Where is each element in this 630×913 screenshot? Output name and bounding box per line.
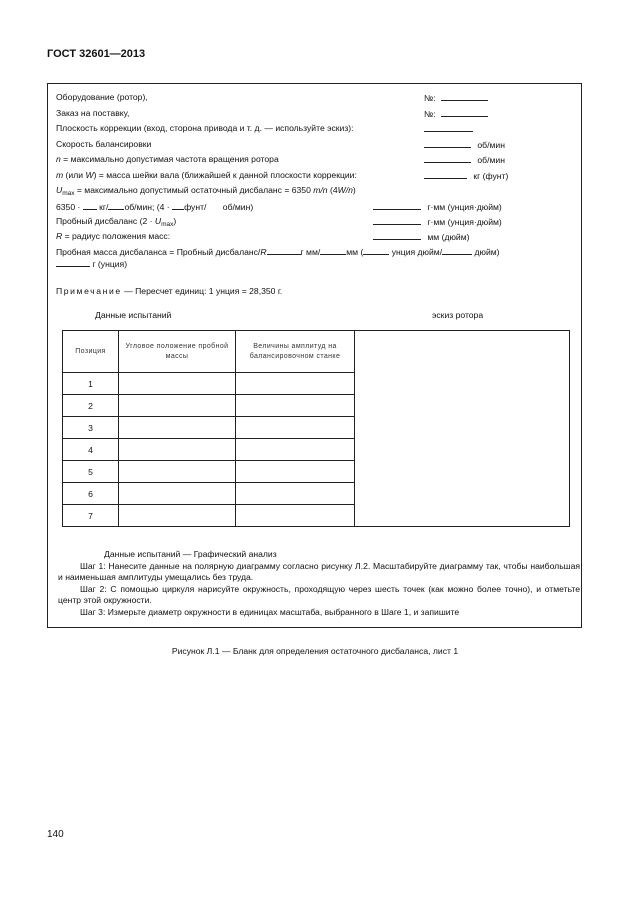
analysis-step-1: Шаг 1: Нанесите данные на полярную диаграмму согласно рисунку Л.2. Масштабируйте диаграмму так, чтобы наибольшая и наименьшая амплитуды умещались без труда.: [58, 560, 580, 583]
trial-mass-line: Пробная масса дисбаланса = Пробный дисбаланс/R г мм/ мм ( унция дюйм/ дюйм): [56, 247, 500, 257]
calc-field[interactable]: [373, 201, 502, 213]
equipment-no-label: №:: [424, 93, 436, 103]
n-field[interactable]: [424, 154, 505, 166]
angle-cell[interactable]: [119, 461, 236, 483]
order-no-blank[interactable]: [441, 108, 488, 117]
balance-form: [47, 83, 582, 628]
amplitude-cell[interactable]: [236, 505, 355, 527]
trial-mass-r-blank[interactable]: [267, 246, 301, 255]
angle-cell[interactable]: [119, 417, 236, 439]
balancing-speed-label: Скорость балансировки: [56, 139, 152, 149]
page-number: 140: [47, 829, 64, 840]
trial-unbalance-unit: г·мм (унция·дюйм): [427, 217, 502, 227]
standard-header: ГОСТ 32601—2013: [47, 48, 146, 60]
position-cell: 3: [63, 417, 119, 439]
amplitude-cell[interactable]: [236, 483, 355, 505]
col-amplitude-header: Величины амплитуд на балансировочном станке: [236, 331, 355, 373]
m-field[interactable]: [424, 170, 508, 182]
position-cell: 5: [63, 461, 119, 483]
units-note: Примечание — Пересчет единиц: 1 унция = 28,350 г.: [56, 286, 283, 296]
balancing-speed-field[interactable]: [424, 139, 505, 151]
angle-cell[interactable]: [119, 505, 236, 527]
correction-plane-blank[interactable]: [424, 123, 473, 132]
umax-line: $U_{max}$ = максимально допустимый остаточный дисбаланс = 6350 m/n (4W/n): [56, 185, 356, 197]
analysis-step-3: Шаг 3: Измерьте диаметр окружности в единицах масштаба, выбранного в Шаге 1, и запишите: [80, 606, 460, 617]
position-cell: 4: [63, 439, 119, 461]
calc-unit: г·мм (унция·дюйм): [427, 202, 502, 212]
r-field[interactable]: [373, 231, 470, 243]
calc-line: 6350 · кг/ об/мин; (4 · фунт/ об/мин): [56, 202, 254, 212]
calc-rpm-blank[interactable]: [108, 201, 124, 210]
n-unit: об/мин: [477, 155, 505, 165]
col-angle-header: Угловое положение пробной массы: [119, 331, 236, 373]
figure-caption: Рисунок Л.1 — Бланк для определения остаточного дисбаланса, лист 1: [171, 646, 459, 656]
calc-lb-blank[interactable]: [172, 201, 184, 210]
amplitude-cell[interactable]: [236, 417, 355, 439]
n-blank[interactable]: [424, 154, 471, 163]
order-label: Заказ на поставку,: [56, 108, 130, 118]
trial-unbalance-line: Пробный дисбаланс $(2 \cdot U_{max})$: [56, 216, 177, 228]
m-blank[interactable]: [424, 170, 467, 179]
balancing-speed-blank[interactable]: [424, 139, 471, 148]
trial-unbalance-blank[interactable]: [373, 216, 421, 225]
position-cell: 6: [63, 483, 119, 505]
rotor-sketch-title: эскиз ротора: [432, 310, 484, 320]
position-cell: 2: [63, 395, 119, 417]
amplitude-cell[interactable]: [236, 439, 355, 461]
col-position-header: Позиция: [63, 331, 119, 373]
analysis-title: Данные испытаний — Графический анализ: [104, 549, 277, 559]
r-unit: мм (дюйм): [427, 232, 470, 242]
position-cell: 7: [63, 505, 119, 527]
equipment-no-field[interactable]: [424, 92, 488, 104]
position-cell: 1: [63, 373, 119, 395]
test-data-table: [62, 330, 570, 527]
amplitude-cell[interactable]: [236, 373, 355, 395]
order-no-label: №:: [424, 109, 436, 119]
test-data-title: Данные испытаний: [95, 310, 172, 320]
trial-mass-mm-blank[interactable]: [320, 246, 346, 255]
trial-mass-result-blank[interactable]: [56, 258, 90, 267]
trial-mass-line-2: г (унция): [56, 258, 127, 270]
order-no-field[interactable]: [424, 108, 488, 120]
graphical-analysis: [58, 549, 580, 619]
angle-cell[interactable]: [119, 439, 236, 461]
m-unit: кг (фунт): [473, 171, 509, 181]
r-blank[interactable]: [373, 231, 421, 240]
trial-unbalance-field[interactable]: [373, 216, 502, 228]
amplitude-cell[interactable]: [236, 395, 355, 417]
m-line: m (или W) = масса шейки вала (ближайшей к данной плоскости коррекции:: [56, 170, 357, 180]
r-line: R = радиус положения масс:: [56, 231, 171, 241]
calc-kg-blank[interactable]: [83, 201, 97, 210]
n-line: n = максимально допустимая частота вращения ротора: [56, 154, 279, 164]
equipment-no-blank[interactable]: [441, 92, 488, 101]
angle-cell[interactable]: [119, 395, 236, 417]
balancing-speed-unit: об/мин: [477, 140, 505, 150]
rotor-sketch-area[interactable]: [355, 331, 570, 527]
calc-result-blank[interactable]: [373, 201, 421, 210]
correction-plane-label: Плоскость коррекции (вход, сторона привода и т. д. — используйте эскиз):: [56, 123, 354, 133]
amplitude-cell[interactable]: [236, 461, 355, 483]
table-header-row: [63, 331, 570, 373]
analysis-step-2: Шаг 2: С помощью циркуля нарисуйте окружность, проходящую через шесть точек (как можно более точно), и отметьте центр этой окружности.: [58, 583, 580, 606]
angle-cell[interactable]: [119, 373, 236, 395]
angle-cell[interactable]: [119, 483, 236, 505]
trial-mass-oz-blank[interactable]: [363, 246, 389, 255]
trial-mass-in-blank[interactable]: [442, 246, 472, 255]
equipment-label: Оборудование (ротор),: [56, 92, 148, 102]
